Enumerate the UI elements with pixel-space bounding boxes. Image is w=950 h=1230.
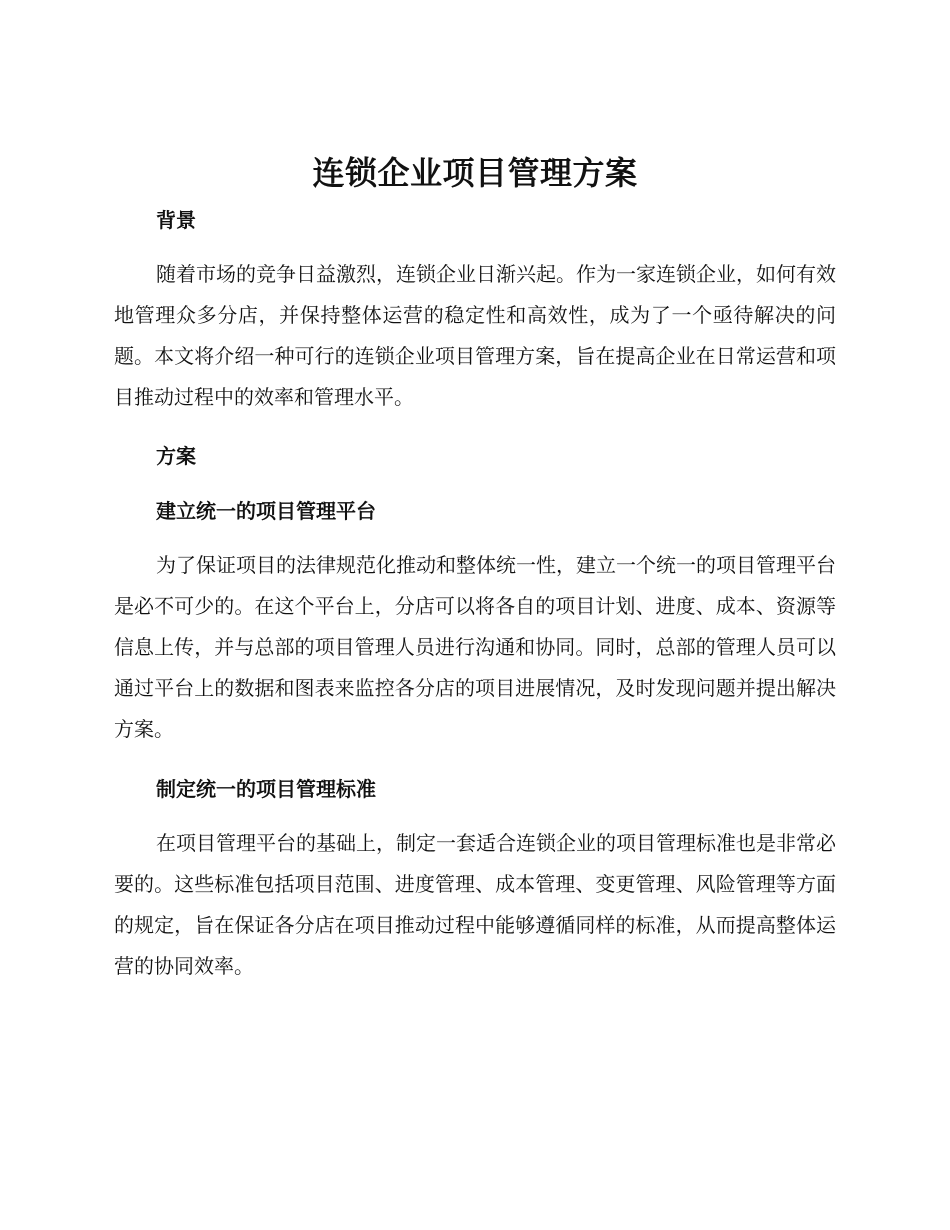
section-heading-plan: 方案 (156, 444, 196, 468)
section-heading-platform: 建立统一的项目管理平台 (156, 499, 376, 523)
section-heading-background: 背景 (156, 208, 196, 232)
document-title: 连锁企业项目管理方案 (312, 154, 638, 192)
section-heading-standards: 制定统一的项目管理标准 (156, 777, 376, 801)
section-paragraph-platform: 为了保证项目的法律规范化推动和整体统一性，建立一个统一的项目管理平台是必不可少的。在这个平台上，分店可以将各自的项目计划、进度、成本、资源等信息上传，并与总部的项目管理人员进行沟通和协同。同时，总部的管理人员可以通过平台上的数据和图表来监控各分店的项目进展情况，及时发现问题并提出解决方案。 (114, 553, 836, 741)
section-paragraph-background: 随着市场的竞争日益激烈，连锁企业日渐兴起。作为一家连锁企业，如何有效地管理众多分店，并保持整体运营的稳定性和高效性，成为了一个亟待解决的问题。本文将介绍一种可行的连锁企业项目管理方案，旨在提高企业在日常运营和项目推动过程中的效率和管理水平。 (114, 262, 836, 409)
section-paragraph-standards: 在项目管理平台的基础上，制定一套适合连锁企业的项目管理标准也是非常必要的。这些标准包括项目范围、进度管理、成本管理、变更管理、风险管理等方面的规定，旨在保证各分店在项目推动过程中能够遵循同样的标准，从而提高整体运营的协同效率。 (114, 831, 836, 978)
